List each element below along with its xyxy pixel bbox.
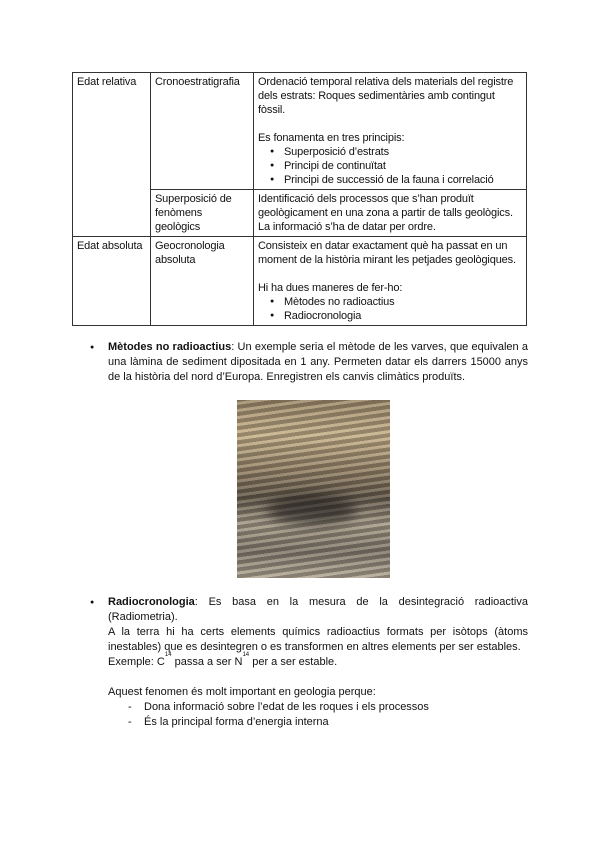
superscript: 14 [242, 652, 250, 658]
bullet-icon: ● [90, 344, 95, 351]
list-item: ● Radiocronologia [270, 309, 522, 323]
example [108, 652, 528, 670]
section-title: Radiocronologia [108, 596, 195, 608]
principles-list [258, 145, 522, 187]
list-item: - És la principal forma d’energia interna [126, 715, 528, 730]
list-item: - Dona informació sobre l’edat de les roques i els processos [126, 700, 528, 715]
text: per a ser estable. [249, 656, 338, 668]
cell-edat-absoluta: Edat absoluta [73, 237, 151, 326]
paragraph: Aquest fenomen és molt important en geologia perque: [108, 686, 376, 698]
cell-geocronologia: Geocronologia absoluta [151, 237, 254, 326]
cell-description: Identificació dels processos que s’han produït geològicament en una zona a partir de talls geològics. La informació s’ha de datar per ordre. [254, 190, 527, 237]
paragraph: Ordenació temporal relativa dels materials del registre dels estrats: Roques sedimentàries amb contingut fòssil. [258, 76, 514, 116]
paragraph: Es fonamenta en tres principis: [258, 132, 405, 144]
reasons-list [108, 700, 528, 730]
varves-rock-photo [237, 400, 390, 578]
bullet-icon: ● [90, 599, 95, 606]
cell-description [254, 237, 527, 326]
paragraph: A la terra hi ha certs elements químics radioactius formats per isòtops (àtoms inestables) que es desintegren o es transformen en altres elements per ser estables. [108, 626, 528, 653]
superscript: 14 [164, 652, 172, 658]
cell-description [254, 73, 527, 190]
section-title: Mètodes no radioactius [108, 341, 232, 353]
metodes-section [90, 340, 528, 385]
text: passa a ser N [171, 656, 243, 668]
dating-methods-table [72, 72, 527, 326]
list-item: ● Superposició d’estrats [270, 145, 522, 159]
list-item: ● Mètodes no radioactius [270, 295, 522, 309]
cell-cronoestratigrafia: Cronoestratigrafia [151, 73, 254, 190]
list-item: ● Principi de continuïtat [270, 159, 522, 173]
list-item: ● Principi de successió de la fauna i correlació [270, 173, 522, 187]
paragraph: Consisteix en datar exactament què ha passat en un moment de la història mirant les petjades geològiques. [258, 240, 516, 266]
cell-edat-relativa: Edat relativa [73, 73, 151, 237]
paragraph: Hi ha dues maneres de fer-ho: [258, 282, 403, 294]
radiocronologia-section [90, 595, 528, 730]
text: Exemple: C [108, 656, 165, 668]
methods-list [258, 295, 522, 323]
cell-superposicio: Superposició de fenòmens geològics [151, 190, 254, 237]
section-text: : Es basa en la mesura de la desintegració radioactiva (Radiometria). [108, 596, 528, 623]
document-body [72, 72, 528, 730]
section-text: : Un exemple seria el mètode de les varves, que equivalen a una làmina de sediment dipositada en 1 any. Permeten datar els darrers 15000 anys de la història del nord d’Europa. Enregistren els canvis climàtics produïts. [108, 341, 528, 383]
